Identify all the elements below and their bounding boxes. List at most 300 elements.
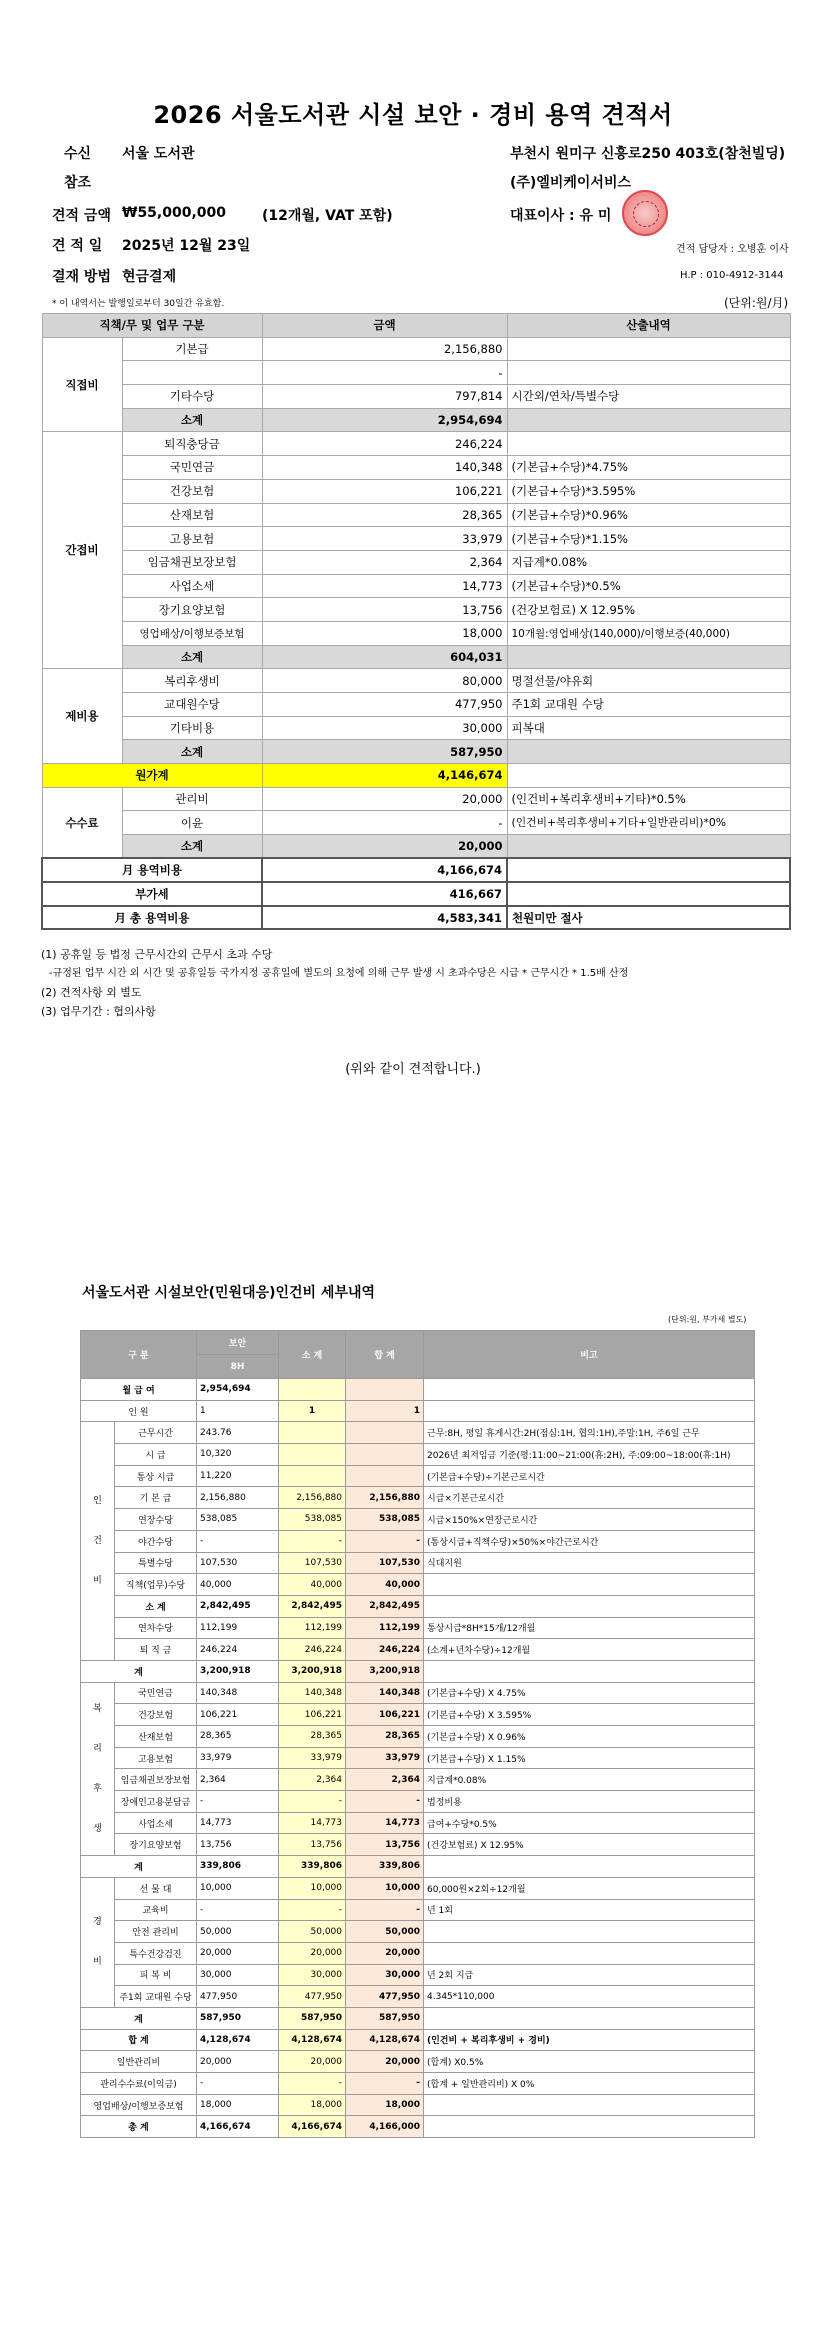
vat-label: 부가세 [42, 882, 262, 906]
cost-total-amount: 4,146,674 [262, 764, 507, 788]
cell-total [346, 1465, 424, 1487]
cell-remark: (소계+년차수당)÷12개월 [424, 1639, 755, 1661]
monthly-total-amount: 4,583,341 [262, 906, 507, 930]
row-label: 임금채권보장보험 [115, 1769, 197, 1791]
row-label: 국민연금 [115, 1682, 197, 1704]
cell-remark [424, 1595, 755, 1617]
table-row [42, 598, 790, 622]
item-note: (인건비+복리후생비+기타+일반관리비)*0% [507, 811, 790, 835]
subtotal-label: 소계 [122, 835, 262, 859]
table-row [81, 1834, 755, 1856]
item-note: 10개월:영업배상(140,000)/이행보증(40,000) [507, 621, 790, 645]
cell-remark: 2026년 최저임금 기준(평:11:00~21:00(휴:2H), 주:09:00~18:00(휴:1H) [424, 1444, 755, 1466]
cell-guard: 28,365 [197, 1726, 279, 1748]
table-row [81, 1574, 755, 1596]
cell-total: 30,000 [346, 1964, 424, 1986]
item-label: 기본급 [122, 337, 262, 361]
row-label: 월 급 여 [81, 1379, 197, 1401]
row-label: 영업배상/이행보증보험 [81, 2094, 197, 2116]
row-label: 산재보험 [115, 1726, 197, 1748]
cell-total: 140,348 [346, 1682, 424, 1704]
table-row [42, 574, 790, 598]
cell-guard: 50,000 [197, 1921, 279, 1943]
item-amount: 14,773 [262, 574, 507, 598]
cell-subtotal: 13,756 [279, 1834, 346, 1856]
table-row [42, 693, 790, 717]
table-row [81, 1726, 755, 1748]
table-row [81, 1791, 755, 1813]
row-label: 직책(업무)수당 [115, 1574, 197, 1596]
cell-subtotal: - [279, 1530, 346, 1552]
item-label: 국민연금 [122, 456, 262, 480]
header-remark: 비고 [424, 1331, 755, 1379]
monthly-total-note: 천원미만 절사 [507, 906, 790, 930]
cell-subtotal: 246,224 [279, 1639, 346, 1661]
vat-amount: 416,667 [262, 882, 507, 906]
cell-total: 2,156,880 [346, 1487, 424, 1509]
header-amount: 금액 [262, 314, 507, 338]
table-row [81, 2094, 755, 2116]
cell-guard: 3,200,918 [197, 1660, 279, 1682]
cell-total: 107,530 [346, 1552, 424, 1574]
subtotal-row [42, 740, 790, 764]
cell-total: 246,224 [346, 1639, 424, 1661]
item-label: 기타비용 [122, 716, 262, 740]
detail-cost-table [80, 1330, 755, 2138]
cell-total: 13,756 [346, 1834, 424, 1856]
cell-remark: 4.345*110,000 [424, 1986, 755, 2008]
table-row [42, 527, 790, 551]
table-row [42, 811, 790, 835]
cell-guard: 1 [197, 1400, 279, 1422]
expense-section [81, 1877, 755, 2007]
table-row [81, 2029, 755, 2051]
cell-guard: 587,950 [197, 2007, 279, 2029]
table-row [81, 1595, 755, 1617]
item-note: (기본급+수당)*3.595% [507, 479, 790, 503]
row-label: 근무시간 [115, 1422, 197, 1444]
table-row [81, 1921, 755, 1943]
cell-total: 477,950 [346, 1986, 424, 2008]
cell-subtotal: - [279, 2073, 346, 2095]
item-label: 이윤 [122, 811, 262, 835]
monthly-fee-label: 月 용역비용 [42, 858, 262, 882]
cell-subtotal: 339,806 [279, 1856, 346, 1878]
cell-guard: 2,156,880 [197, 1487, 279, 1509]
item-label: 퇴직충당금 [122, 432, 262, 456]
cell-remark: 급여+수당*0.5% [424, 1812, 755, 1834]
cell-total: 33,979 [346, 1747, 424, 1769]
row-label: 인 원 [81, 1400, 197, 1422]
cell-guard: 107,530 [197, 1552, 279, 1574]
cell-remark: 년 1회 [424, 1899, 755, 1921]
item-note: 시간외/연차/특별수당 [507, 385, 790, 409]
row-label: 장기요양보험 [115, 1834, 197, 1856]
monthly-total-row [42, 906, 790, 930]
company-address: 부천시 원미구 신흥로250 403호(참천빌딩) [510, 146, 786, 162]
item-amount: 106,221 [262, 479, 507, 503]
cell-subtotal [279, 1465, 346, 1487]
cell-guard: 2,842,495 [197, 1595, 279, 1617]
table-row [81, 1964, 755, 1986]
cell-subtotal: 28,365 [279, 1726, 346, 1748]
cell-guard: 10,000 [197, 1877, 279, 1899]
cell-total: 2,364 [346, 1769, 424, 1791]
cell-total: 4,128,674 [346, 2029, 424, 2051]
cell-guard: 33,979 [197, 1747, 279, 1769]
cell-subtotal: 33,979 [279, 1747, 346, 1769]
table-row [42, 716, 790, 740]
item-label: 복리후생비 [122, 669, 262, 693]
company-ceo: 대표이사 : 유 미 [510, 208, 612, 224]
item-label: 산재보험 [122, 503, 262, 527]
table-row [81, 1704, 755, 1726]
item-amount: 30,000 [262, 716, 507, 740]
header-shift: 8H [197, 1355, 279, 1379]
subtotal-label: 소계 [122, 740, 262, 764]
row-label: 계 [81, 1660, 197, 1682]
table-row [81, 1487, 755, 1509]
table-row [81, 1747, 755, 1769]
cell-total: 28,365 [346, 1726, 424, 1748]
table-row [81, 1812, 755, 1834]
item-label: 장기요양보험 [122, 598, 262, 622]
row-label: 건강보험 [115, 1704, 197, 1726]
table-row [42, 432, 790, 456]
cell-remark [424, 1942, 755, 1964]
cell-subtotal: 112,199 [279, 1617, 346, 1639]
cell-subtotal: 477,950 [279, 1986, 346, 2008]
cell-subtotal: 106,221 [279, 1704, 346, 1726]
cell-guard: 246,224 [197, 1639, 279, 1661]
cell-guard: 14,773 [197, 1812, 279, 1834]
row-label: 장애인고용분담금 [115, 1791, 197, 1813]
bottom-section [81, 2029, 755, 2137]
reference-label: 참조 [64, 175, 92, 191]
cell-subtotal: 20,000 [279, 1942, 346, 1964]
row-label: 합 계 [81, 2029, 197, 2051]
table-row [81, 2073, 755, 2095]
table-row [81, 1942, 755, 1964]
group-label: 복 리 후 생 [81, 1682, 115, 1856]
cell-remark: (기본급+수당) X 3.595% [424, 1704, 755, 1726]
subtotal-label: 소계 [122, 408, 262, 432]
table-row [81, 1986, 755, 2008]
subtotal-amount: 604,031 [262, 645, 507, 669]
cell-guard: 140,348 [197, 1682, 279, 1704]
cell-remark: (합계) X0.5% [424, 2051, 755, 2073]
cell-guard: 4,166,674 [197, 2116, 279, 2138]
table-row [81, 1877, 755, 1899]
item-amount: 2,156,880 [262, 337, 507, 361]
cell-subtotal: 50,000 [279, 1921, 346, 1943]
subtotal-row [42, 645, 790, 669]
table-row [81, 1660, 755, 1682]
table-row [81, 1444, 755, 1466]
cell-total: 1 [346, 1400, 424, 1422]
item-label: 임금채권보장보험 [122, 550, 262, 574]
item-note: (기본급+수당)*0.96% [507, 503, 790, 527]
note-item: (3) 업무기간 : 협의사항 [41, 1005, 156, 1018]
cell-subtotal [279, 1422, 346, 1444]
cell-subtotal: 1 [279, 1400, 346, 1422]
table-row [81, 2051, 755, 2073]
table-row [81, 1769, 755, 1791]
item-note: (기본급+수당)*1.15% [507, 527, 790, 551]
table-row [81, 2007, 755, 2029]
group-label: 인 건 비 [81, 1422, 115, 1661]
table-row [81, 1422, 755, 1444]
cell-guard: 112,199 [197, 1617, 279, 1639]
group-fees: 수수료 [42, 787, 122, 858]
row-label: 계 [81, 1856, 197, 1878]
item-label: 건강보험 [122, 479, 262, 503]
item-note: (인건비+복리후생비+기타)*0.5% [507, 787, 790, 811]
header-guard: 보안 [197, 1331, 279, 1355]
note-item: (2) 견적사항 외 별도 [41, 986, 142, 999]
cell-total: 587,950 [346, 2007, 424, 2029]
cell-total: 18,000 [346, 2094, 424, 2116]
cell-subtotal: 4,166,674 [279, 2116, 346, 2138]
table-row [81, 1639, 755, 1661]
cell-total: 538,085 [346, 1509, 424, 1531]
cell-guard: 18,000 [197, 2094, 279, 2116]
item-amount: - [262, 361, 507, 385]
cell-remark: (기본급+수당) X 4.75% [424, 1682, 755, 1704]
recipient-label: 수신 [64, 146, 92, 162]
contact-phone: H.P : 010-4912-3144 [680, 270, 784, 281]
cell-guard: - [197, 1899, 279, 1921]
item-note [507, 337, 790, 361]
table-row [81, 1552, 755, 1574]
table-row [81, 2116, 755, 2138]
cell-guard: - [197, 1791, 279, 1813]
item-note: (기본급+수당)*0.5% [507, 574, 790, 598]
table-row [42, 479, 790, 503]
company-seal-stamp [622, 190, 668, 236]
row-label: 주1회 교대원 수당 [115, 1986, 197, 2008]
cost-total-label: 원가계 [42, 764, 262, 788]
cell-guard: 10,320 [197, 1444, 279, 1466]
item-note: 명절선물/야유회 [507, 669, 790, 693]
estimate-amount-label: 견적 금액 [52, 208, 111, 224]
cell-remark [424, 1574, 755, 1596]
table-row [81, 1856, 755, 1878]
cell-subtotal: 4,128,674 [279, 2029, 346, 2051]
recipient-value: 서울 도서관 [122, 146, 195, 162]
cell-remark: 시급×기본근로시간 [424, 1487, 755, 1509]
cell-remark: (인건비 + 복리후생비 + 경비) [424, 2029, 755, 2051]
cell-guard: 538,085 [197, 1509, 279, 1531]
item-label: 교대원수당 [122, 693, 262, 717]
row-label: 안전 관리비 [115, 1921, 197, 1943]
subtotal-amount: 2,954,694 [262, 408, 507, 432]
cell-remark [424, 1921, 755, 1943]
item-label: 영업배상/이행보증보험 [122, 621, 262, 645]
subtotal-amount: 20,000 [262, 835, 507, 859]
cell-total: 106,221 [346, 1704, 424, 1726]
cell-subtotal: 10,000 [279, 1877, 346, 1899]
group-label: 경 비 [81, 1877, 115, 2007]
cell-total: 3,200,918 [346, 1660, 424, 1682]
cell-total: 20,000 [346, 1942, 424, 1964]
cell-total: 112,199 [346, 1617, 424, 1639]
cell-subtotal: 30,000 [279, 1964, 346, 1986]
cell-subtotal: - [279, 1899, 346, 1921]
row-label: 야간수당 [115, 1530, 197, 1552]
cell-subtotal: 2,156,880 [279, 1487, 346, 1509]
cell-remark [424, 2116, 755, 2138]
vat-row [42, 882, 790, 906]
detail-title: 서울도서관 시설보안(민원대응)인건비 세부내역 [82, 1285, 376, 1301]
payment-label: 결재 방법 [52, 269, 111, 285]
cell-total [346, 1444, 424, 1466]
row-label: 퇴 직 금 [115, 1639, 197, 1661]
item-label: 기타수당 [122, 385, 262, 409]
table-row [81, 1379, 755, 1401]
cell-remark: 식대지원 [424, 1552, 755, 1574]
detail-unit-note: (단위:원, 부가세 별도) [668, 1315, 747, 1324]
note-item: -규정된 업무 시간 외 시간 및 공휴일등 국가지정 공휴일에 별도의 요청에 의해 근무 발생 시 초과수당은 시급 * 근무시간 * 1.5배 산정 [49, 968, 629, 979]
item-note: (기본급+수당)*4.75% [507, 456, 790, 480]
cell-total: - [346, 1791, 424, 1813]
payment-value: 현금결제 [122, 269, 177, 285]
table-row [81, 1617, 755, 1639]
header-category: 직책/무 및 업무 구분 [42, 314, 262, 338]
item-amount: 246,224 [262, 432, 507, 456]
item-amount: 80,000 [262, 669, 507, 693]
item-note [507, 361, 790, 385]
cell-guard: 30,000 [197, 1964, 279, 1986]
company-name: (주)엘비케이서비스 [510, 175, 631, 191]
table-row [42, 503, 790, 527]
cell-guard: 243.76 [197, 1422, 279, 1444]
cell-subtotal: 587,950 [279, 2007, 346, 2029]
cell-remark: 60,000원×2회÷12개월 [424, 1877, 755, 1899]
closing-text: (위와 같이 견적합니다.) [345, 1062, 481, 1077]
cell-remark: 근무:8H, 평일 휴게시간:2H(점심:1H, 협의:1H),주말:1H, 주6일 근무 [424, 1422, 755, 1444]
subtotal-row [42, 835, 790, 859]
row-label: 선 물 대 [115, 1877, 197, 1899]
welfare-section [81, 1682, 755, 1856]
cell-subtotal: 3,200,918 [279, 1660, 346, 1682]
estimate-amount-value: ₩55,000,000 [122, 205, 227, 221]
cell-guard: 477,950 [197, 1986, 279, 2008]
row-label: 기 본 급 [115, 1487, 197, 1509]
row-label: 특별수당 [115, 1552, 197, 1574]
cell-guard: 40,000 [197, 1574, 279, 1596]
item-amount: 797,814 [262, 385, 507, 409]
cell-remark: (기본급+수당) X 1.15% [424, 1747, 755, 1769]
cell-remark: (건강보험료) X 12.95% [424, 1834, 755, 1856]
table-row [81, 1682, 755, 1704]
cell-total: 40,000 [346, 1574, 424, 1596]
cell-subtotal: 40,000 [279, 1574, 346, 1596]
row-label: 연장수당 [115, 1509, 197, 1531]
group-direct: 직접비 [42, 337, 122, 432]
cell-remark: 통상시급*8H*15개/12개월 [424, 1617, 755, 1639]
item-amount: 140,348 [262, 456, 507, 480]
row-label: 특수건강검진 [115, 1942, 197, 1964]
cell-subtotal: 140,348 [279, 1682, 346, 1704]
cell-total: 10,000 [346, 1877, 424, 1899]
cell-total: 50,000 [346, 1921, 424, 1943]
cell-guard: 20,000 [197, 2051, 279, 2073]
table-row [81, 1465, 755, 1487]
cell-guard: 4,128,674 [197, 2029, 279, 2051]
row-label: 연차수당 [115, 1617, 197, 1639]
cell-remark: 시급×150%×연장근로시간 [424, 1509, 755, 1531]
item-amount: 28,365 [262, 503, 507, 527]
item-amount: 33,979 [262, 527, 507, 551]
item-amount: 13,756 [262, 598, 507, 622]
row-label: 시 급 [115, 1444, 197, 1466]
table-row [81, 1530, 755, 1552]
cell-total: - [346, 2073, 424, 2095]
cell-subtotal: 2,364 [279, 1769, 346, 1791]
cell-subtotal: 107,530 [279, 1552, 346, 1574]
monthly-fee-row [42, 858, 790, 882]
row-label: 사업소세 [115, 1812, 197, 1834]
cell-guard: - [197, 1530, 279, 1552]
row-label: 관리수수료(이익금) [81, 2073, 197, 2095]
table-row [81, 1400, 755, 1422]
estimate-summary-table [41, 313, 791, 930]
document-title: 2026 서울도서관 시설 보안 · 경비 용역 견적서 [153, 101, 673, 129]
cell-subtotal: 18,000 [279, 2094, 346, 2116]
cell-total: 4,166,000 [346, 2116, 424, 2138]
note-item: (1) 공휴일 등 법정 근무시간외 근무시 초과 수당 [41, 948, 273, 961]
cell-subtotal [279, 1444, 346, 1466]
header-basis: 산출내역 [507, 314, 790, 338]
cell-guard: 339,806 [197, 1856, 279, 1878]
cell-total: 2,842,495 [346, 1595, 424, 1617]
row-label: 계 [81, 2007, 197, 2029]
header-category: 구 분 [81, 1331, 197, 1379]
subtotal-row [42, 408, 790, 432]
item-note [507, 432, 790, 456]
cell-guard: 20,000 [197, 1942, 279, 1964]
cell-total: - [346, 1530, 424, 1552]
table-row [42, 385, 790, 409]
table-row [42, 787, 790, 811]
notes-block [41, 945, 628, 1021]
contact-person: 견적 담당자 : 오병훈 이사 [676, 244, 789, 255]
row-label: 피 복 비 [115, 1964, 197, 1986]
subtotal-label: 소계 [122, 645, 262, 669]
estimate-date-value: 2025년 12월 23일 [122, 238, 251, 254]
item-amount: 20,000 [262, 787, 507, 811]
cell-subtotal: 538,085 [279, 1509, 346, 1531]
row-label: 소 계 [115, 1595, 197, 1617]
cell-remark: 년 2회 지급 [424, 1964, 755, 1986]
labor-section [81, 1422, 755, 1661]
group-indirect: 간접비 [42, 432, 122, 669]
estimate-date-label: 견 적 일 [52, 238, 103, 254]
row-label: 총 계 [81, 2116, 197, 2138]
cell-remark: (합계 + 일반관리비) X 0% [424, 2073, 755, 2095]
table-row [42, 621, 790, 645]
cell-total: 339,806 [346, 1856, 424, 1878]
group-expenses: 제비용 [42, 669, 122, 764]
table-row [42, 669, 790, 693]
item-label [122, 361, 262, 385]
cell-remark: (기본급+수당)÷기본근로시간 [424, 1465, 755, 1487]
cell-total [346, 1422, 424, 1444]
cost-total-row [42, 764, 790, 788]
table-row [42, 456, 790, 480]
cell-subtotal: 14,773 [279, 1812, 346, 1834]
